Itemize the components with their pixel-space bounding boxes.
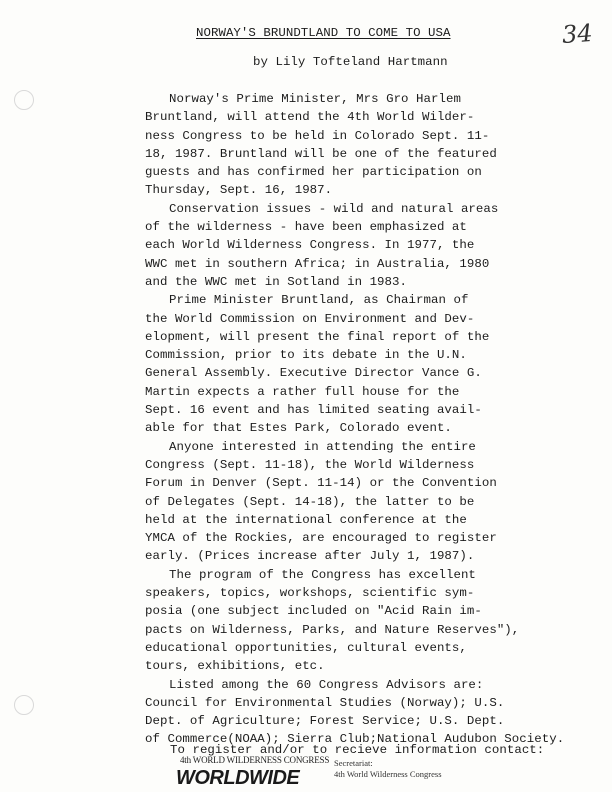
body-line: speakers, topics, workshops, scientific sym- bbox=[145, 586, 475, 601]
body-line: Anyone interested in attending the entire bbox=[169, 439, 476, 454]
body-line: Thursday, Sept. 16, 1987. bbox=[145, 183, 333, 198]
body-line: Forum in Denver (Sept. 11-14) or the Convention bbox=[145, 476, 497, 491]
article-title: NORWAY'S BRUNDTLAND TO COME TO USA bbox=[196, 26, 451, 40]
body-line: able for that Estes Park, Colorado event. bbox=[145, 421, 452, 436]
body-line: Martin expects a rather full house for the bbox=[145, 384, 460, 399]
body-line: of Commerce(NOAA); Sierra Club;National Audubon Society. bbox=[145, 732, 565, 747]
body-line: Council for Environmental Studies (Norway); U.S. bbox=[145, 695, 505, 710]
body-line: Bruntland, will attend the 4th World Wilder- bbox=[145, 110, 475, 125]
handwritten-page-number: 34 bbox=[561, 18, 594, 50]
body-line: posia (one subject included on "Acid Rain im- bbox=[145, 604, 482, 619]
body-line: The program of the Congress has excellent bbox=[169, 567, 476, 582]
body-line: General Assembly. Executive Director Vance G. bbox=[145, 366, 482, 381]
body-line: Congress (Sept. 11-18), the World Wilderness bbox=[145, 457, 475, 472]
article-body bbox=[145, 90, 565, 749]
body-line: early. (Prices increase after July 1, 1987). bbox=[145, 549, 475, 564]
body-line: guests and has confirmed her participation on bbox=[145, 165, 482, 180]
body-line: YMCA of the Rockies, are encouraged to register bbox=[145, 531, 497, 546]
body-line: tours, exhibitions, etc. bbox=[145, 659, 325, 674]
body-line: Sept. 16 event and has limited seating avail- bbox=[145, 403, 482, 418]
byline: by Lily Tofteland Hartmann bbox=[253, 55, 448, 69]
body-line: ness Congress to be held in Colorado Sept. 11- bbox=[145, 128, 490, 143]
body-line: Listed among the 60 Congress Advisors are: bbox=[169, 677, 484, 692]
body-line: each World Wilderness Congress. In 1977, the bbox=[145, 238, 475, 253]
body-line: Commission, prior to its debate in the U.N. bbox=[145, 348, 467, 363]
secretariat-label: Secretariat: bbox=[334, 758, 373, 768]
body-line: Norway's Prime Minister, Mrs Gro Harlem bbox=[169, 92, 461, 106]
body-line: elopment, will present the final report of the bbox=[145, 329, 490, 344]
body-line: educational opportunities, cultural events, bbox=[145, 640, 467, 655]
body-line: pacts on Wilderness, Parks, and Nature Reserves"), bbox=[145, 622, 520, 637]
body-line: Conservation issues - wild and natural areas bbox=[169, 201, 499, 216]
body-line: WWC met in southern Africa; in Australia, 1980 bbox=[145, 256, 490, 271]
body-line: 18, 1987. Bruntland will be one of the featured bbox=[145, 146, 497, 161]
letterhead-small-caps: 4th WORLD WILDERNESS CONGRESS bbox=[180, 755, 330, 765]
body-line: Prime Minister Bruntland, as Chairman of bbox=[169, 293, 469, 308]
body-line: of the wilderness - have been emphasized at bbox=[145, 220, 467, 235]
letterhead-logo: WORLDWIDE bbox=[176, 767, 300, 789]
secretariat-line: 4th World Wilderness Congress bbox=[334, 769, 442, 779]
body-line: and the WWC met in Sotland in 1983. bbox=[145, 274, 407, 289]
body-line: held at the international conference at the bbox=[145, 512, 467, 527]
punch-hole-bottom bbox=[14, 695, 34, 715]
body-line: of Delegates (Sept. 14-18), the latter to be bbox=[145, 494, 475, 509]
body-line: Dept. of Agriculture; Forest Service; U.S. Dept. bbox=[145, 714, 505, 729]
contact-line: To register and/or to recieve information contact: bbox=[170, 743, 545, 757]
body-line: the World Commission on Environment and Dev- bbox=[145, 311, 475, 326]
punch-hole-top bbox=[14, 90, 34, 110]
